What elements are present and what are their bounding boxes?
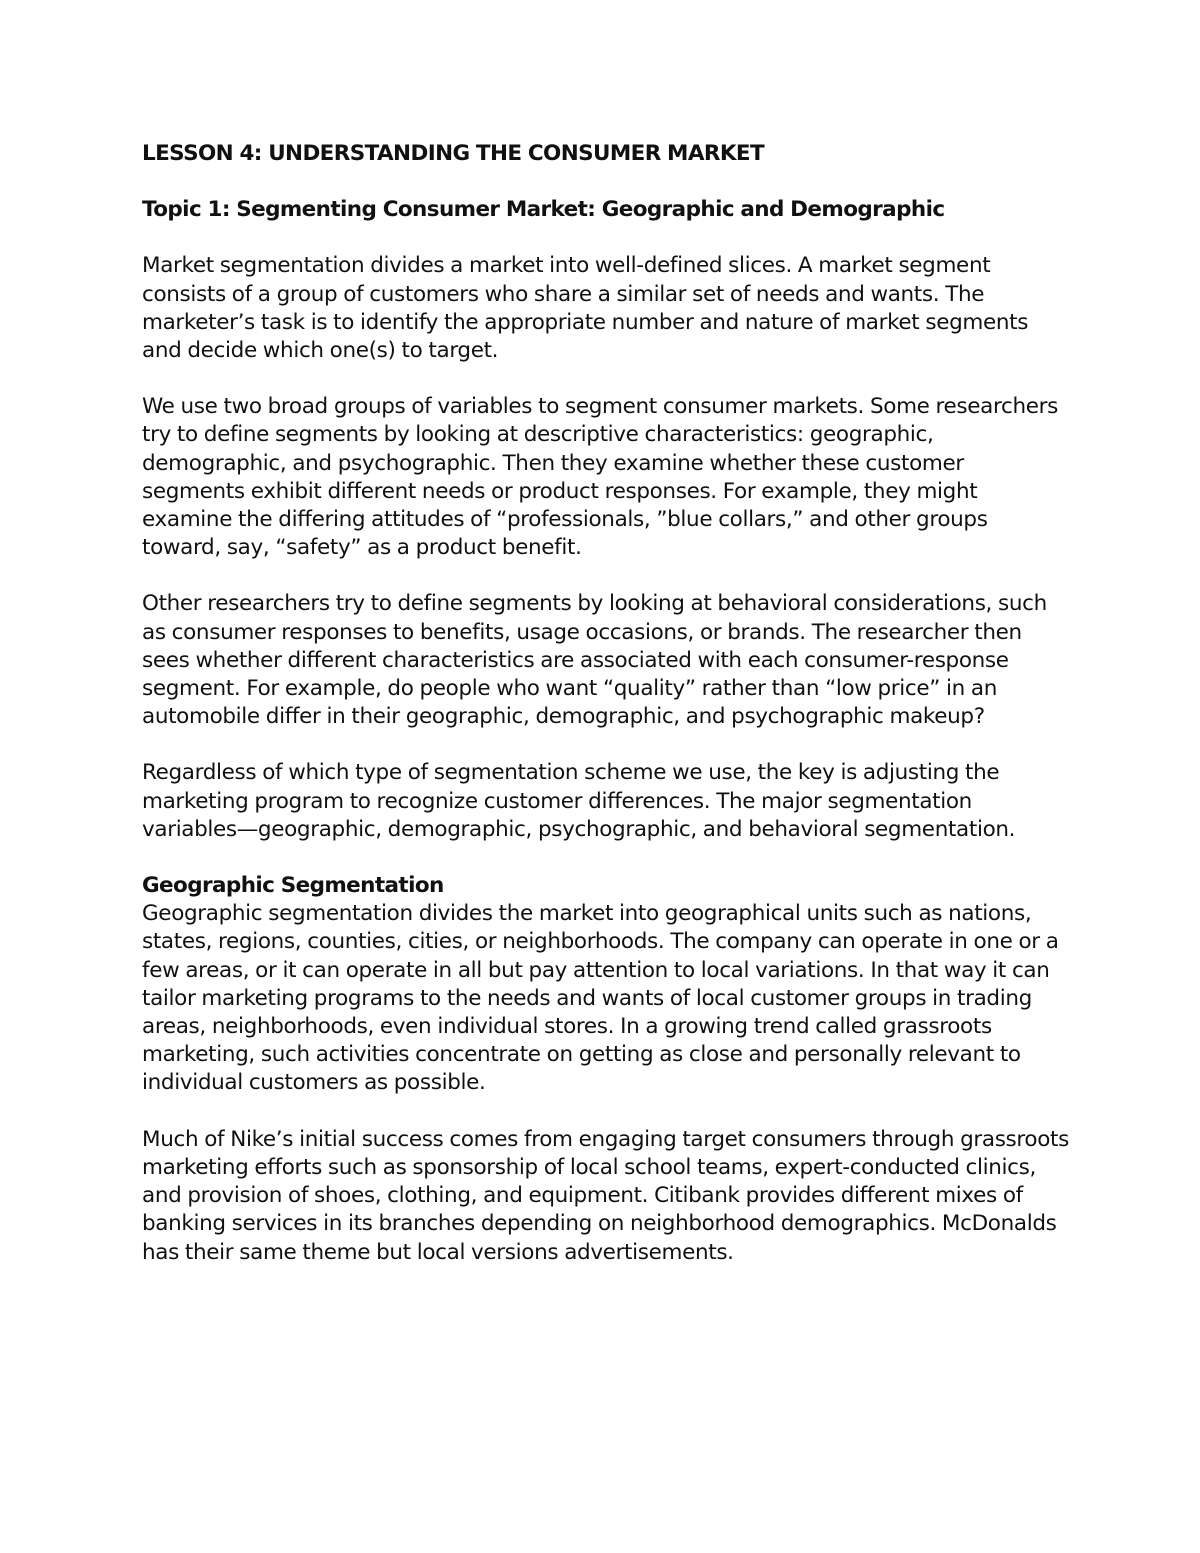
lesson-title: LESSON 4: UNDERSTANDING THE CONSUMER MARKET	[142, 141, 765, 166]
topic-title: Topic 1: Segmenting Consumer Market: Geographic and Demographic	[142, 197, 945, 223]
section-heading-geographic: Geographic Segmentation	[142, 873, 444, 899]
paragraph-geographic-segmentation: Geographic segmentation divides the market into geographical units such as nations, states, regions, counties, cities, or neighborhoods. The company can operate in one or a few areas, or it can operate in all but pay attention to local variations. In that way it can tailor marketing programs to the needs and wants of local customer groups in trading areas, neighborhoods, even individual stores. In a growing trend called grassroots marketing, such activities concentrate on getting as close and personally relevant to individual customers as possible.	[142, 901, 1059, 1096]
paragraph-market-segmentation: Market segmentation divides a market into well-defined slices. A market segment consists of a group of customers who share a similar set of needs and wants. The marketer’s task is to identify the appropriate number and nature of market segments and decide which one(s) to target.	[142, 253, 1029, 364]
document-body	[142, 140, 1072, 1295]
paragraph-segmentation-scheme: Regardless of which type of segmentation scheme we use, the key is adjusting the marketing program to recognize customer differences. The major segmentation variables—geographic, demographic, psychographic, and behavioral segmentation.	[142, 760, 1016, 842]
paragraph-nike-example: Much of Nike’s initial success comes from engaging target consumers through grassroots marketing efforts such as sponsorship of local school teams, expert-conducted clinics, and provision of shoes, clothing, and equipment. Citibank provides different mixes of banking services in its branches depending on neighborhood demographics. McDonalds has their same theme but local versions advertisements.	[142, 1126, 1069, 1265]
paragraph-behavioral-considerations: Other researchers try to define segments by looking at behavioral considerations, such as consumer responses to benefits, usage occasions, or brands. The researcher then sees whether different characteristics are associated with each consumer-response segment. For example, do people who want “quality” rather than “low price” in an automobile differ in their geographic, demographic, and psychographic makeup?	[142, 591, 1047, 730]
paragraph-variable-groups: We use two broad groups of variables to segment consumer markets. Some researchers try to define segments by looking at descriptive characteristics: geographic, demographic, and psychographic. Then they examine whether these customer segments exhibit different needs or product responses. For example, they might examine the differing attitudes of “professionals, ”blue collars,” and other groups toward, say, “safety” as a product benefit.	[142, 394, 1058, 561]
